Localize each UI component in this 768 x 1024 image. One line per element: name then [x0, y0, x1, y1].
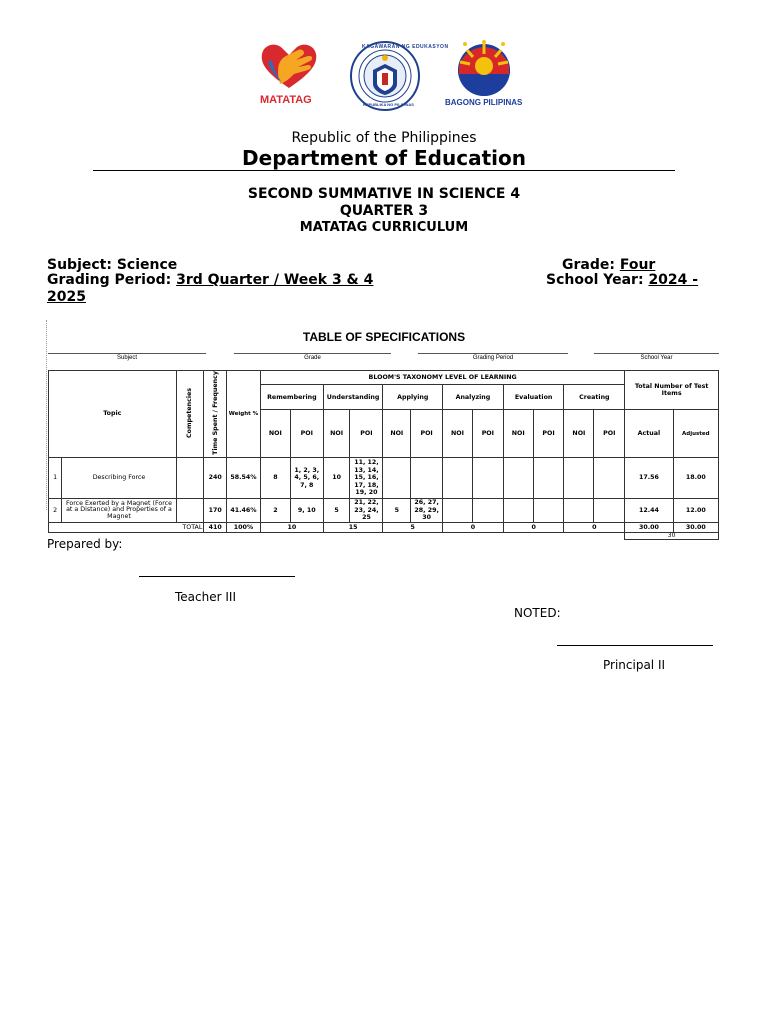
- total-time: 410: [204, 522, 227, 532]
- total-weight: 100%: [227, 522, 261, 532]
- deped-seal: [349, 40, 449, 112]
- sy-value-2: 2025: [47, 289, 86, 305]
- total-understanding: 15: [323, 522, 383, 532]
- total-analyzing: 0: [443, 522, 504, 532]
- understanding-noi: 5: [323, 498, 350, 522]
- tos-table: [48, 370, 719, 540]
- adjusted-cell: 18.00: [673, 457, 718, 498]
- analyzing-noi: [443, 457, 473, 498]
- header-row-1: [49, 371, 719, 385]
- applying-poi: 26, 27, 28, 29, 30: [411, 498, 443, 522]
- heart-hand-icon: [258, 40, 320, 92]
- quarter-title: QUARTER 3: [339, 203, 429, 219]
- grand-total: 30: [625, 532, 719, 539]
- subject-label: Subject:: [47, 257, 112, 273]
- total-adjusted: 30.00: [673, 522, 718, 532]
- applying-noi: [383, 457, 411, 498]
- actual-header: Actual: [625, 410, 673, 457]
- level-applying: Applying: [383, 385, 443, 410]
- evaluation-noi: [503, 498, 533, 522]
- total-applying: 5: [383, 522, 443, 532]
- poi-header: POI: [472, 410, 503, 457]
- meta-label-grade: Grade: [304, 355, 321, 361]
- competency-cell: [176, 498, 204, 522]
- noi-header: NOI: [323, 410, 350, 457]
- topic-cell: Force Exerted by a Magnet (Force at a Distance) and Properties of a Magnet: [62, 498, 176, 522]
- weight-cell: 41.46%: [227, 498, 261, 522]
- time-cell: 170: [204, 498, 227, 522]
- poi-header: POI: [350, 410, 383, 457]
- poi-header: POI: [594, 410, 625, 457]
- creating-poi: [594, 457, 625, 498]
- weight-header: Weight %: [227, 371, 261, 458]
- deped-seal-text: KAGAWARAN NG EDUKASYON: [362, 44, 449, 50]
- sy-value-1: 2024 -: [648, 272, 699, 288]
- school-year-info: [546, 272, 698, 288]
- total-creating: 0: [564, 522, 625, 532]
- grade-info: [562, 257, 655, 273]
- noi-header: NOI: [443, 410, 473, 457]
- period-info: [47, 272, 373, 288]
- level-analyzing: Analyzing: [443, 385, 504, 410]
- period-label: Grading Period:: [47, 272, 172, 288]
- period-meta-line: [418, 353, 568, 354]
- remembering-noi: 2: [260, 498, 290, 522]
- grade-label: Grade:: [562, 257, 615, 273]
- understanding-noi: 10: [323, 457, 350, 498]
- total-remembering: 10: [260, 522, 323, 532]
- sy-meta-line: [594, 353, 719, 354]
- noi-header: NOI: [260, 410, 290, 457]
- subject-value: Science: [116, 257, 178, 273]
- topic-cell: Describing Force: [62, 457, 176, 498]
- poi-header: POI: [411, 410, 443, 457]
- adjusted-header: Adjusted: [673, 410, 718, 457]
- prepared-by-label: Prepared by:: [47, 537, 123, 551]
- poi-header: POI: [533, 410, 564, 457]
- creating-noi: [564, 498, 594, 522]
- analyzing-noi: [443, 498, 473, 522]
- competency-cell: [176, 457, 204, 498]
- row-number: 1: [49, 457, 62, 498]
- understanding-poi: 21, 22, 23, 24, 25: [350, 498, 383, 522]
- analyzing-poi: [472, 498, 503, 522]
- creating-noi: [564, 457, 594, 498]
- row-number: 2: [49, 498, 62, 522]
- department-title: Department of Education: [242, 146, 526, 170]
- meta-label-sy: School Year: [640, 355, 673, 361]
- evaluation-poi: [533, 457, 564, 498]
- actual-cell: 12.44: [625, 498, 673, 522]
- grand-total-row: [49, 532, 719, 539]
- noted-label: NOTED:: [514, 606, 561, 620]
- sy-label: School Year:: [546, 272, 644, 288]
- analyzing-poi: [472, 457, 503, 498]
- header-rule: [93, 170, 675, 171]
- deped-seal-bottom: REPUBLIKA NG PILIPINAS: [363, 102, 414, 107]
- table-row: [49, 498, 719, 522]
- grade-meta-line: [234, 353, 391, 354]
- bagong-label: BAGONG PILIPINAS: [445, 98, 523, 107]
- poi-header: POI: [290, 410, 323, 457]
- level-understanding: Understanding: [323, 385, 383, 410]
- curriculum-title: MATATAG CURRICULUM: [299, 220, 469, 235]
- time-spent-header: Time Spent / Frequency: [204, 371, 227, 458]
- school-year-continuation: [47, 289, 86, 305]
- competencies-header: Competencies: [176, 371, 204, 458]
- table-row: [49, 457, 719, 498]
- principal-title: Principal II: [603, 658, 666, 672]
- noi-header: NOI: [564, 410, 594, 457]
- exam-title: SECOND SUMMATIVE IN SCIENCE 4: [247, 186, 521, 202]
- actual-cell: 17.56: [625, 457, 673, 498]
- evaluation-noi: [503, 457, 533, 498]
- weight-cell: 58.54%: [227, 457, 261, 498]
- tos-title: TABLE OF SPECIFICATIONS: [302, 330, 466, 344]
- applying-noi: 5: [383, 498, 411, 522]
- adjusted-cell: 12.00: [673, 498, 718, 522]
- remembering-noi: 8: [260, 457, 290, 498]
- teacher-signature-line: [139, 576, 295, 577]
- level-creating: Creating: [564, 385, 625, 410]
- applying-poi: [411, 457, 443, 498]
- matatag-logo: [258, 40, 320, 112]
- total-items-header: Total Number of Test Items: [625, 371, 719, 410]
- republic-text: Republic of the Philippines: [291, 130, 477, 146]
- grade-value: Four: [619, 257, 656, 273]
- matatag-label: MATATAG: [260, 94, 312, 106]
- time-cell: 240: [204, 457, 227, 498]
- left-dotted-rule: [46, 320, 47, 510]
- creating-poi: [594, 498, 625, 522]
- sun-flag-icon: [445, 40, 523, 98]
- level-remembering: Remembering: [260, 385, 323, 410]
- evaluation-poi: [533, 498, 564, 522]
- remembering-poi: 1, 2, 3, 4, 5, 6, 7, 8: [290, 457, 323, 498]
- subject-info: [47, 257, 177, 273]
- header-logos: [0, 40, 768, 112]
- level-evaluation: Evaluation: [503, 385, 564, 410]
- bagong-pilipinas-logo: [445, 40, 523, 112]
- teacher-title: Teacher III: [175, 590, 236, 604]
- total-row: [49, 522, 719, 532]
- total-label: TOTAL: [49, 522, 204, 532]
- principal-signature-line: [557, 645, 713, 646]
- total-evaluation: 0: [503, 522, 564, 532]
- noi-header: NOI: [383, 410, 411, 457]
- blooms-header: BLOOM'S TAXONOMY LEVEL OF LEARNING: [260, 371, 624, 385]
- noi-header: NOI: [503, 410, 533, 457]
- meta-label-period: Grading Period: [472, 355, 514, 361]
- topic-header: Topic: [49, 371, 177, 458]
- period-value: 3rd Quarter / Week 3 & 4: [176, 272, 374, 288]
- subject-meta-line: [48, 353, 206, 354]
- remembering-poi: 9, 10: [290, 498, 323, 522]
- understanding-poi: 11, 12, 13, 14, 15, 16, 17, 18, 19, 20: [350, 457, 383, 498]
- meta-label-subject: Subject: [116, 355, 137, 361]
- total-actual: 30.00: [625, 522, 673, 532]
